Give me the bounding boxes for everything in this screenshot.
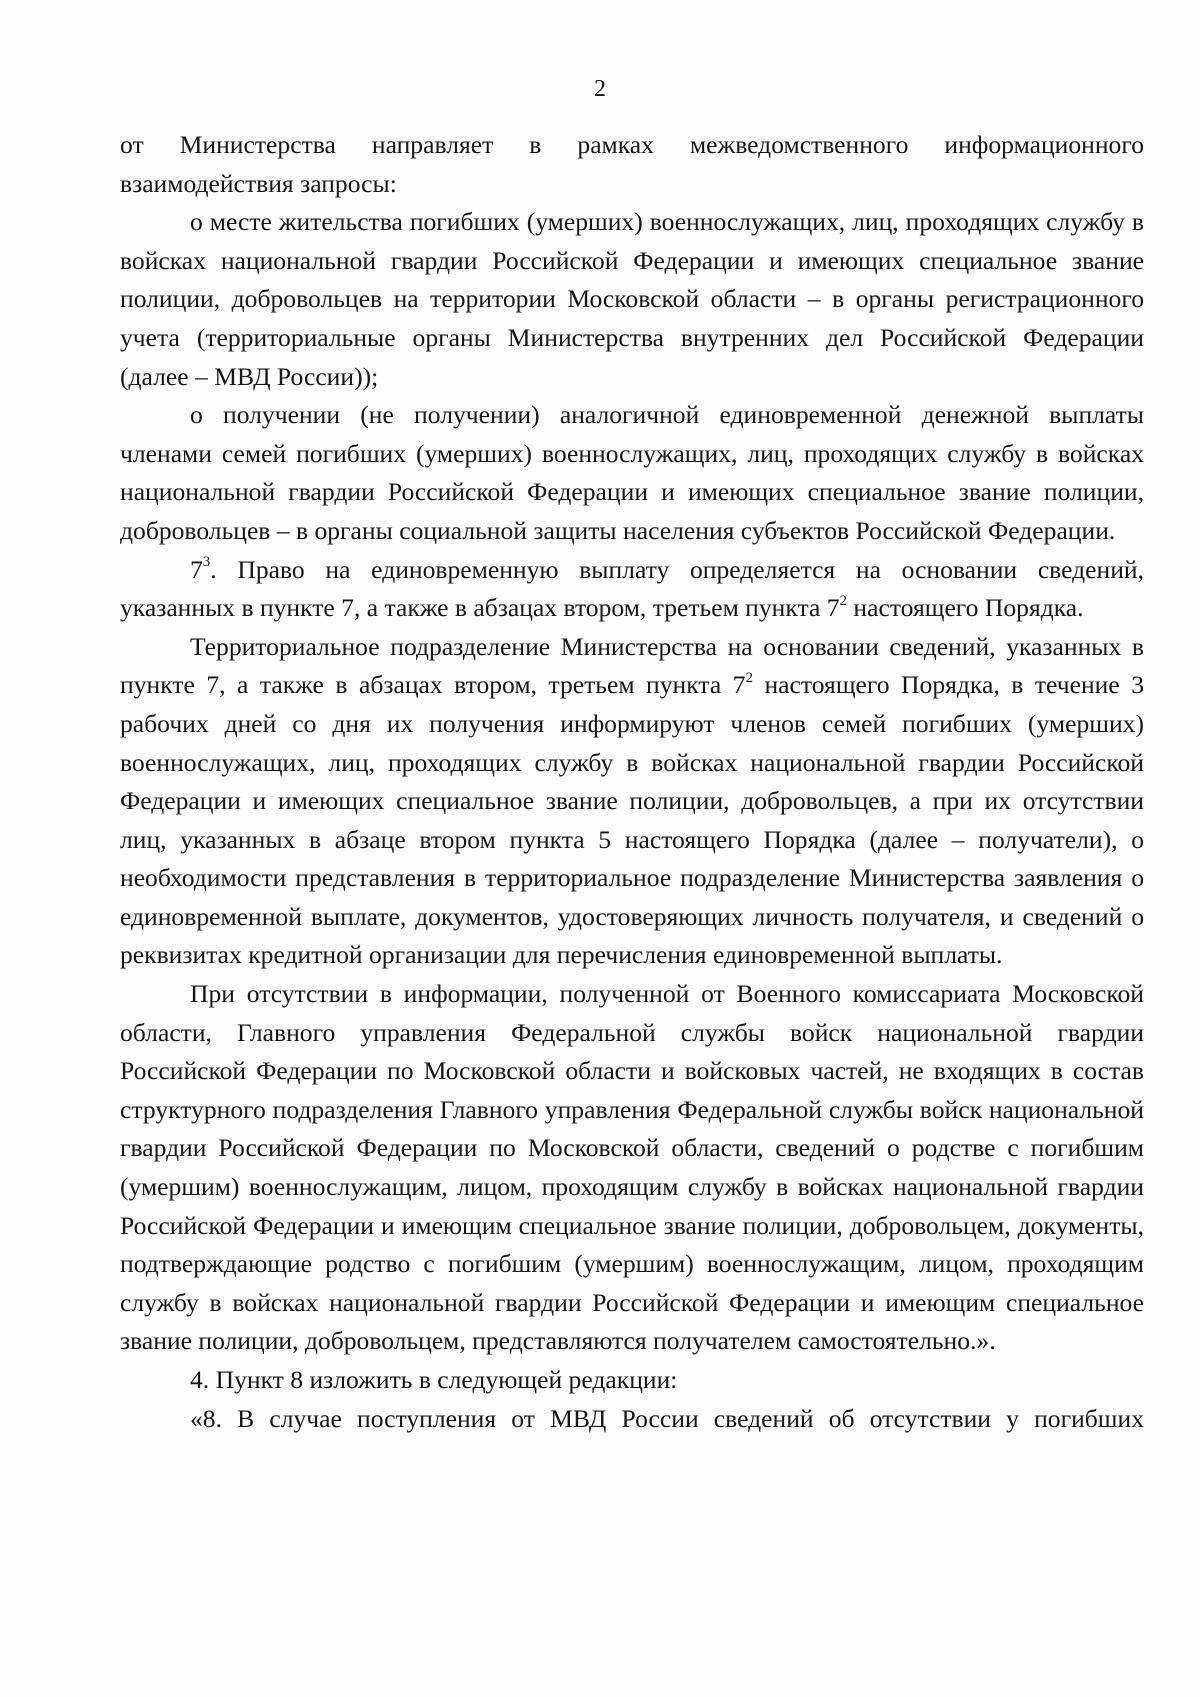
paragraph-absence-of-info: При отсутствии в информации, полученной от Военного комиссариата Московской области, Главного управления Федеральной службы войск национальной гвардии Российской Федерации по Московской области и войсковых частей, не входящих в состав структурного подразделения Главного управления Федеральной службы войск национальной гвардии Российской Федерации по Московской области, сведений о родстве с погибшим (умершим) военнослужащим, лицом, проходящим службу в войсках национальной гвардии Российской Федерации и имеющим специальное звание полиции, добровольцем, документы, подтверждающие родство с погибшим (умершим) военнослужащим, лицом, проходящим службу в войсках национальной гвардии Российской Федерации и имеющим специальное звание полиции, добровольцем, представляются получателем самостоятельно.». (120, 979, 1144, 1356)
paragraph-item-8-start: «8. В случае поступления от МВД России сведений об отсутствии у погибших (190, 1403, 1144, 1433)
paragraph-text-tail: настоящего Порядка, в течение 3 рабочих дней со дня их получения информируют членов семей погибших (умерших) военнослужащих, лиц, проходящих службу в войсках национальной гвардии Российской Федерации и имеющих специальное звание полиции, добровольцев, а при их отсутствии лиц, указанных в абзаце втором пункта 5 настоящего Порядка (далее – получатели), о необходимости представления в территориальное подразделение Министерства заявления о единовременной выплате, документов, удостоверяющих личность получателя, и сведений о реквизитах кредитной организации для перечисления единовременной выплаты. (120, 670, 1145, 970)
paragraph-territorial-unit (120, 628, 1144, 975)
page-number: 2 (594, 76, 606, 102)
item-text-tail: настоящего Порядка. (847, 593, 1084, 623)
item-number: 7 (190, 554, 203, 584)
paragraph-request-payment: о получении (не получении) аналогичной единовременной денежной выплаты членами семей погибших (умерших) военнослужащих, лиц, проходящих службу в войсках национальной гвардии Российской Федерации и имеющих специальное звание полиции, добровольцев – в органы социальной защиты населения субъектов Российской Федерации. (120, 400, 1144, 545)
paragraph-text: Территориальное подразделение Министерства на основании сведений, указанных в пункте 7, а также в абзацах втором, третьем пункта 7 (120, 631, 1144, 700)
paragraph-item-4: 4. Пункт 8 изложить в следующей редакции: (190, 1365, 678, 1394)
reference-superscript: 2 (745, 669, 753, 686)
reference-superscript: 2 (839, 592, 847, 609)
paragraph-item-7-3 (120, 551, 1144, 628)
item-text: . Право на единовременную выплату определяется на основании сведений, указанных в пункте 7, а также в абзацах втором, третьем пункта 7 (120, 554, 1144, 623)
paragraph-continuation: от Министерства направляет в рамках межведомственного информационного взаимодействия запросы: (120, 130, 1144, 198)
item-superscript: 3 (202, 554, 211, 570)
document-body (120, 126, 1144, 1438)
paragraph-request-residence: о месте жительства погибших (умерших) военнослужащих, лиц, проходящих службу в войсках национальной гвардии Российской Федерации и имеющих специальное звание полиции, добровольцев на территории Московской области – в органы регистрационного учета (территориальные органы Министерства внутренних дел Российской Федерации (далее – МВД России)); (120, 207, 1144, 391)
